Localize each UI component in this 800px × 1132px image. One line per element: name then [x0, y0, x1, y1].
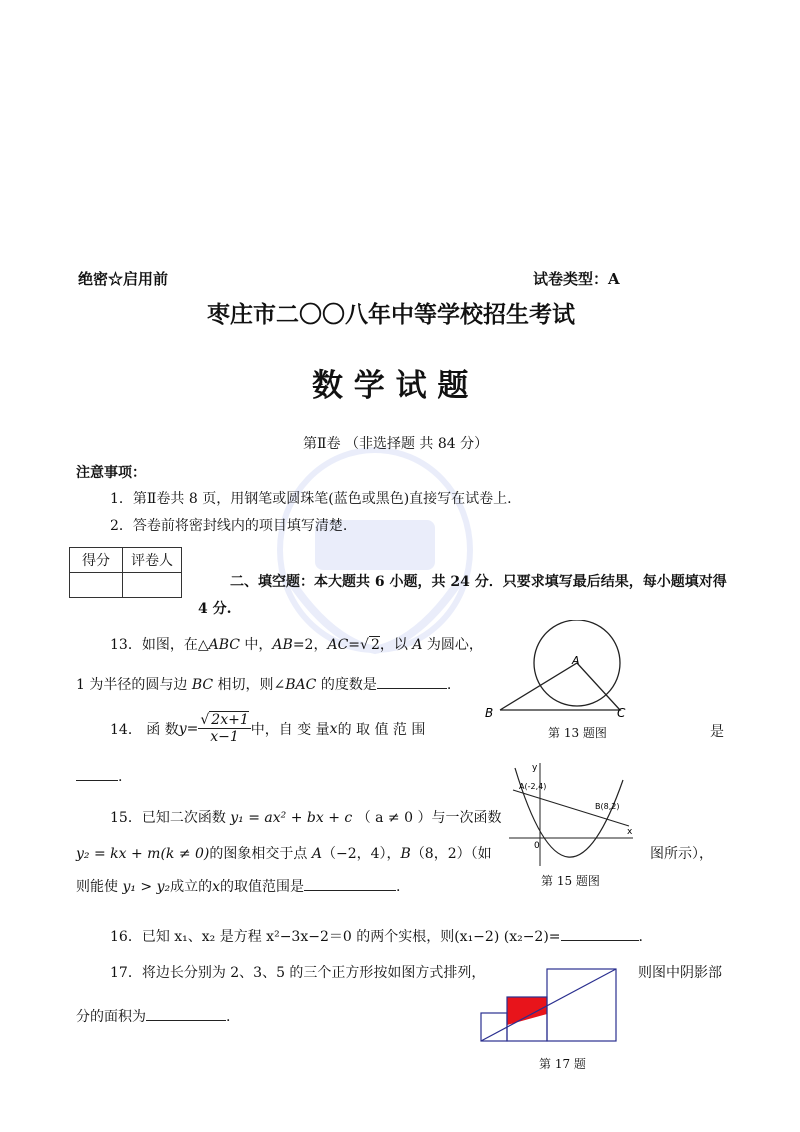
notes-heading: 注意事项：: [76, 465, 146, 481]
grader-header: 评卷人: [123, 548, 182, 573]
q15-label-x: x: [627, 827, 633, 837]
paper-type-label: 试卷类型：A: [533, 270, 620, 288]
score-header: 得分: [70, 548, 123, 573]
q16-answer-blank[interactable]: [561, 926, 639, 941]
q14-answer: .: [76, 766, 122, 785]
q17-line1-tail: 则图中阴影部: [638, 965, 722, 981]
q14-line: 14． 函 数 y = $\frac{√ 2x+1}{x-1}$ 中，自 变 量 x 的 取 值 范 围: [110, 712, 426, 745]
q15-line3: 则能使 y₁ > y₂成立的x的取值范围是 .: [76, 876, 401, 896]
q15-figure: [505, 760, 635, 868]
grader-cell[interactable]: [123, 573, 182, 598]
q17-line2: 分的面积为 .: [76, 1006, 230, 1026]
q15-line2-tail: 图所示），: [650, 846, 713, 862]
q15-label-b: B(8,2): [595, 802, 620, 811]
q15-answer-blank[interactable]: [304, 876, 396, 891]
exam-title: 枣庄市二〇〇八年中等学校招生考试: [207, 301, 575, 328]
q13-label-b: B: [485, 706, 494, 720]
q13-answer-blank[interactable]: [377, 674, 447, 689]
q15-line1: 15．已知二次函数 y₁ = ax² + bx + c （ a ≠ 0 ）与一次函数: [110, 810, 502, 826]
q17-figure: [479, 967, 619, 1043]
note-item-2: 2．答卷前将密封线内的项目填写清楚.: [110, 518, 348, 534]
q13-figure: [480, 620, 640, 725]
q15-label-a: A(-2,4): [519, 782, 547, 791]
note-item-1: 1．第Ⅱ卷共 8 页，用钢笔或圆珠笔(蓝色或黑色)直接写在试卷上.: [110, 491, 512, 507]
watermark-logo: [270, 440, 480, 660]
q13-caption: 第 13 题图: [548, 726, 607, 740]
q15-label-y: y: [532, 763, 538, 773]
subject-title: 数 学 试 题: [312, 368, 469, 404]
q13-line1: 13．如图，在△ABC 中，AB=2，AC=√ 2，以 A 为圆心，: [110, 637, 483, 653]
score-table: [69, 547, 182, 598]
volume-title: 第Ⅱ卷 （非选择题 共 84 分）: [303, 436, 489, 452]
q14-tail: 是: [710, 724, 724, 740]
section-heading: 二、填空题：本大题共 6 小题，共 24 分．只要求填写最后结果，每小题填对得: [230, 574, 727, 590]
q15-line2: y₂ = kx + m(k ≠ 0)的图象相交于点 A（−2，4），B（8，2）（如: [76, 846, 492, 862]
q14-fraction: $\frac{√ 2x+1}{x-1}$: [200, 712, 249, 745]
q13-line2: 1 为半径的圆与边 BC 相切，则∠BAC 的度数是 .: [76, 674, 451, 694]
q15-caption: 第 15 题图: [541, 874, 600, 888]
q14-answer-blank[interactable]: [76, 766, 118, 781]
score-cell[interactable]: [70, 573, 123, 598]
q16-line: 16．已知 x₁、x₂ 是方程 x²−3x−2＝0 的两个实根，则(x₁−2) (x₂−2)= .: [110, 926, 643, 946]
section-heading-cont: 4 分.: [198, 601, 232, 617]
q15-label-o: 0: [534, 841, 540, 851]
q17-line1: 17．将边长分别为 2、3、5 的三个正方形按如图方式排列，: [110, 965, 486, 981]
q17-answer-blank[interactable]: [146, 1006, 226, 1021]
secret-label: 绝密☆启用前: [78, 270, 169, 288]
q17-caption: 第 17 题: [539, 1057, 586, 1071]
q17-shaded-region: [507, 997, 547, 1025]
q13-label-a: A: [572, 654, 580, 667]
q13-label-c: C: [617, 706, 626, 720]
